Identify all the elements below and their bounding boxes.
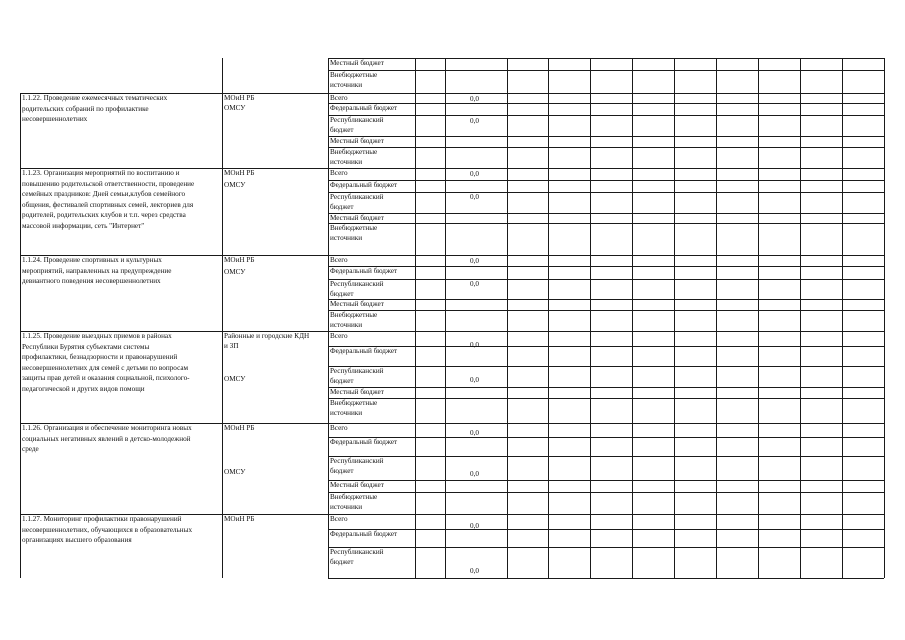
col-border-value [674, 58, 675, 578]
measure-text-line: педагогической и других видов помощи [22, 385, 145, 393]
col-border-value [758, 58, 759, 578]
measure-text-line: 1.1.22. Проведение ежемесячных тематических [22, 94, 168, 102]
budget-value: 0,0 [470, 280, 479, 288]
measure-text-line: повышению родительской ответственности, проведение [22, 179, 195, 188]
budget-label-republic: Республиканский [330, 116, 384, 124]
budget-label-extra: Внебюджетные [330, 399, 378, 407]
budget-label-total: Всего [330, 424, 348, 432]
budget-label-federal: Федеральный бюджет [330, 438, 398, 446]
budget-label-extra: источники [330, 233, 363, 242]
budget-label-republic: Республиканский [330, 548, 384, 556]
col-border-left [20, 93, 21, 578]
measure-text-line: среде [22, 445, 39, 454]
budget-label-federal: Федеральный бюджет [330, 267, 398, 275]
measure-text-line: 1.1.26. Организация и обеспечение мониторинга новых [22, 424, 192, 432]
col-border-budget [328, 58, 329, 578]
col-border-value [842, 58, 843, 578]
budget-label-republic: бюджет [330, 466, 354, 475]
budget-label-extra: источники [330, 80, 363, 89]
executor-label: МОиН РБ [224, 169, 255, 177]
budget-value: 0,0 [470, 341, 479, 349]
measure-text-line: девиантного поведения несовершеннолетних [22, 277, 161, 286]
budget-label-extra: Внебюджетные [330, 224, 378, 232]
col-border-executor [222, 58, 223, 578]
budget-label-total: Всего [330, 332, 348, 340]
col-border-value [548, 58, 549, 578]
table-bottom-border [328, 578, 884, 579]
executor-label: Районные и городские КДН [224, 332, 310, 340]
measure-text-line: 1.1.25. Проведение выездных приемов в районах [22, 332, 172, 340]
budget-label-local: Местный бюджет [330, 300, 384, 308]
budget-label-total: Всего [330, 256, 348, 264]
col-border-value [415, 58, 416, 578]
budget-label-republic: Республиканский [330, 193, 384, 201]
budget-label-extra: Внебюджетные [330, 71, 378, 79]
executor-label: МОиН РБ [224, 256, 255, 264]
measure-text-line: родителей, родительских клубов и т.п. через средства [22, 211, 186, 220]
budget-value: 0,0 [470, 117, 479, 125]
budget-label-total: Всего [330, 169, 348, 177]
executor-label: и ЗП [224, 342, 239, 350]
col-border-value [507, 58, 508, 578]
measure-text-line: организациях высшего образования [22, 536, 132, 545]
measure-text-line: несовершеннолетних, обучающихся в образовательных [22, 525, 193, 534]
budget-label-local: Местный бюджет [330, 137, 384, 145]
measure-text-line: несовершеннолетних для семей с детьми по вопросам [22, 363, 189, 372]
measure-text-line: социальных негативных явлений в детско-молодежной [22, 434, 191, 443]
budget-value: 0,0 [470, 470, 479, 478]
col-border-value [590, 58, 591, 578]
budget-label-federal: Федеральный бюджет [330, 181, 398, 189]
budget-label-republic: Республиканский [330, 280, 384, 288]
budget-label-extra: источники [330, 157, 363, 166]
budget-label-republic: Республиканский [330, 367, 384, 375]
budget-label-republic: бюджет [330, 557, 354, 566]
budget-label-republic: бюджет [330, 202, 354, 211]
budget-value: 0,0 [470, 376, 479, 384]
measure-text-line: 1.1.27. Мониторинг профилактики правонарушений [22, 515, 182, 523]
executor-label: ОМСУ [224, 468, 246, 476]
measure-text-line: родительских собраний по профилактике [22, 104, 149, 113]
budget-label-total: Всего [330, 515, 348, 523]
executor-label: ОМСУ [224, 268, 246, 276]
measure-text-line: массовой информации, сеть "Интернет" [22, 222, 145, 230]
budget-label-extra: источники [330, 320, 363, 329]
budget-label-republic: бюджет [330, 376, 354, 385]
col-border-value [800, 58, 801, 578]
measure-text-line: защиты прав детей и оказания социальной, психолого- [22, 374, 190, 383]
budget-label-extra: Внебюджетные [330, 493, 378, 501]
budget-label-republic: Республиканский [330, 457, 384, 465]
budget-label-local: Местный бюджет [330, 481, 384, 489]
budget-label-extra: источники [330, 408, 363, 417]
budget-value: 0,0 [470, 170, 479, 178]
measure-text-line: 1.1.23. Организация мероприятий по воспитанию и [22, 169, 180, 177]
executor-label: МОиН РБ [224, 515, 255, 523]
budget-label-federal: Федеральный бюджет [330, 347, 398, 355]
col-border-value [445, 58, 446, 578]
budget-value: 0,0 [470, 567, 479, 575]
budget-label-total: Всего [330, 94, 348, 102]
budget-value: 0,0 [470, 193, 479, 201]
budget-label-local: Местный бюджет [330, 388, 384, 396]
budget-label-federal: Федеральный бюджет [330, 530, 398, 538]
col-border-value [632, 58, 633, 578]
measure-text-line: несовершеннолетних [22, 115, 88, 124]
budget-label-extra: источники [330, 502, 363, 511]
measure-text-line: профилактики, безнадзорности и правонарушений [22, 353, 178, 362]
executor-label: ОМСУ [224, 104, 246, 112]
measure-text-line: Республики Бурятия субъектами системы [22, 342, 150, 351]
budget-value: 0,0 [470, 522, 479, 530]
budget-label-extra: Внебюджетные [330, 311, 378, 319]
measure-text-line: 1.1.24. Проведение спортивных и культурных [22, 256, 162, 264]
measure-text-line: мероприятий, направленных на предупреждение [22, 266, 172, 275]
budget-value: 0,0 [470, 429, 479, 437]
executor-label: ОМСУ [224, 375, 246, 383]
col-border-value [716, 58, 717, 578]
budget-label-extra: Внебюджетные [330, 148, 378, 156]
budget-label-republic: бюджет [330, 289, 354, 298]
budget-label-republic: бюджет [330, 125, 354, 134]
budget-label-local: Местный бюджет [330, 59, 384, 67]
budget-label-federal: Федеральный бюджет [330, 104, 398, 112]
executor-label: МОиН РБ [224, 94, 255, 102]
budget-label-local: Местный бюджет [330, 214, 384, 222]
measure-text-line: семейных праздников: Дней семьи,клубов семейного [22, 190, 186, 199]
executor-label: ОМСУ [224, 181, 246, 189]
budget-value: 0,0 [470, 257, 479, 265]
col-border-value [884, 58, 885, 578]
executor-label: МОиН РБ [224, 424, 255, 432]
budget-value: 0,0 [470, 95, 479, 103]
measure-text-line: общения, фестивалей спортивных семей, лекториев для [22, 200, 194, 209]
